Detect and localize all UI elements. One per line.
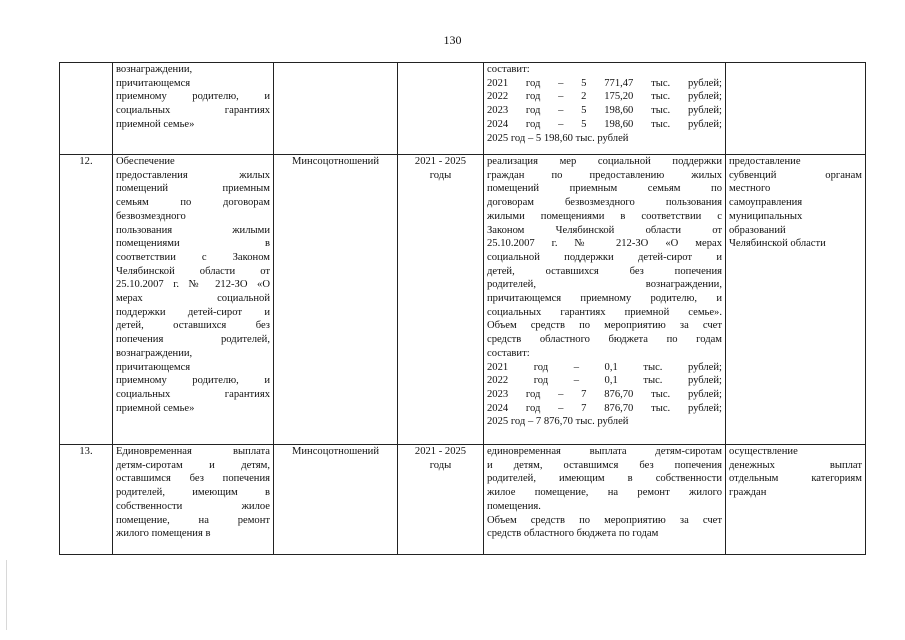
expected-result: [726, 155, 866, 445]
measure-content-line: и детям, оставшимся без попечения: [487, 459, 722, 471]
measure-title-line: поддержки детей-сирот и: [116, 306, 270, 318]
row-number: 13.: [60, 445, 113, 555]
period: [398, 155, 484, 445]
measure-title-line: собственности жилое: [116, 500, 270, 512]
measure-title-line: безвозмездного: [116, 210, 186, 222]
page-number: 130: [443, 33, 462, 47]
measure-content-line: составит:: [487, 64, 530, 75]
measure-content-line: 2022 год – 0,1 тыс. рублей;: [487, 375, 722, 387]
expected-result: [726, 445, 866, 555]
period-line: 2021 - 2025: [414, 156, 467, 167]
scan-edge: [6, 560, 7, 630]
measure-content-line: 25.10.2007 г. № 212-ЗО «О мерах: [487, 238, 722, 250]
expected-result-line: местного: [729, 183, 771, 195]
measure-content-line: помещения.: [487, 500, 541, 512]
measure-title-line: вознаграждении,: [116, 347, 193, 359]
period-line: годы: [429, 169, 452, 181]
measure-content-line: 2025 год – 5 198,60 тыс. рублей: [487, 132, 629, 144]
measure-content-line: 2021 год – 5 771,47 тыс. рублей;: [487, 77, 722, 89]
expected-result-line: образований: [729, 224, 786, 236]
measure-title-line: помещение, на ремонт: [116, 514, 270, 526]
expected-result-line: предоставление: [729, 156, 801, 167]
period-line: годы: [429, 459, 452, 471]
expected-result-line: денежных выплат: [729, 459, 862, 471]
measures-table: [59, 62, 866, 555]
measure-title-line: вознаграждении,: [116, 64, 193, 75]
measure-title-line: оставшимся без попечения: [116, 473, 270, 485]
measure-title: [113, 445, 274, 555]
measure-title-line: помещений приемным: [116, 183, 270, 195]
expected-result-line: самоуправления: [729, 197, 803, 209]
period: [398, 445, 484, 555]
expected-result-line: граждан: [729, 487, 767, 499]
expected-result-line: субвенций органам: [729, 169, 862, 181]
measure-content-line: 2024 год – 7 876,70 тыс. рублей;: [487, 402, 722, 414]
measure-content-line: средств областного бюджета по годам: [487, 528, 659, 540]
measure-content-line: договорам безвозмездного пользования: [487, 197, 722, 209]
measure-title: [113, 155, 274, 445]
measure-title-line: детей, оставшихся без: [116, 320, 270, 332]
row-number: 12.: [60, 155, 113, 445]
measure-title-line: причитающемся: [116, 77, 191, 89]
expected-result-line: Челябинской области: [729, 238, 826, 250]
measure-title-line: 25.10.2007 г. № 212-ЗО «О: [116, 279, 270, 291]
measure-content-line: 2023 год – 7 876,70 тыс. рублей;: [487, 388, 722, 400]
measure-title-line: социальных гарантиях: [116, 105, 270, 117]
measure-content: [484, 63, 726, 155]
measure-title-line: помещениями в: [116, 238, 270, 250]
measure-title-line: семьям по договорам: [116, 197, 270, 209]
measure-content-line: жилыми помещениями в соответствии с: [487, 210, 722, 222]
measure-title-line: родителей, имеющим в: [116, 487, 270, 499]
measure-content: [484, 155, 726, 445]
measure-content-line: составит:: [487, 347, 530, 359]
measure-content-line: реализация мер социальной поддержки: [487, 156, 722, 167]
measure-content-line: помещений приемным семьям по: [487, 183, 722, 195]
measure-title: [113, 63, 274, 155]
measure-content-line: Объем средств по мероприятию за счет: [487, 320, 722, 332]
measure-title-line: приемному родителю, и: [116, 375, 270, 387]
executor: Минсоцотношений: [274, 445, 398, 555]
measure-content-line: 2025 год – 7 876,70 тыс. рублей: [487, 416, 629, 428]
measure-title-line: мерах социальной: [116, 293, 270, 305]
measure-title-line: приемной семье»: [116, 402, 195, 414]
measure-content-line: причитающемся приемному родителю, и: [487, 293, 722, 305]
table-row: [60, 155, 866, 445]
measure-title-line: приемному родителю, и: [116, 91, 270, 103]
measure-content-line: граждан по предоставлению жилых: [487, 169, 722, 181]
measure-title-line: соответствии с Законом: [116, 251, 270, 263]
measure-title-line: социальных гарантиях: [116, 388, 270, 400]
expected-result: [726, 63, 866, 155]
measure-content-line: детей, оставшихся без попечения: [487, 265, 722, 277]
measure-content-line: средств областного бюджета по годам: [487, 334, 722, 346]
measure-content-line: единовременная выплата детям-сиротам: [487, 446, 722, 457]
period: [398, 63, 484, 155]
measure-content-line: Объем средств по мероприятию за счет: [487, 514, 722, 526]
measure-title-line: предоставления жилых: [116, 169, 270, 181]
expected-result-line: осуществление: [729, 446, 798, 457]
measure-content-line: 2021 год – 0,1 тыс. рублей;: [487, 361, 722, 373]
measure-title-line: Обеспечение: [116, 156, 175, 167]
measure-title-line: пользования жилыми: [116, 224, 270, 236]
executor: [274, 63, 398, 155]
measure-content-line: родителей, вознаграждении,: [487, 279, 722, 291]
measure-content-line: 2024 год – 5 198,60 тыс. рублей;: [487, 118, 722, 130]
measure-title-line: детям-сиротам и детям,: [116, 459, 270, 471]
measure-title-line: жилого помещения в: [116, 528, 211, 540]
measure-title-line: приемной семье»: [116, 118, 195, 130]
measure-title-line: Единовременная выплата: [116, 446, 270, 457]
measure-content-line: жилое помещение, на ремонт жилого: [487, 487, 722, 499]
measure-content-line: Законом Челябинской области от: [487, 224, 722, 236]
measure-title-line: Челябинской области от: [116, 265, 270, 277]
expected-result-line: отдельным категориям: [729, 473, 862, 485]
measure-title-line: причитающемся: [116, 361, 191, 373]
table-row: [60, 445, 866, 555]
measure-title-line: попечения родителей,: [116, 334, 270, 346]
measure-content-line: социальной поддержки детей-сирот и: [487, 251, 722, 263]
measure-content-line: родителей, имеющим в собственности: [487, 473, 722, 485]
measure-content-line: социальных гарантиях приемной семье».: [487, 306, 722, 318]
expected-result-line: муниципальных: [729, 210, 803, 222]
row-number: [60, 63, 113, 155]
table-row: [60, 63, 866, 155]
measure-content-line: 2023 год – 5 198,60 тыс. рублей;: [487, 105, 722, 117]
measure-content: [484, 445, 726, 555]
period-line: 2021 - 2025: [414, 446, 467, 457]
executor: Минсоцотношений: [274, 155, 398, 445]
measure-content-line: 2022 год – 2 175,20 тыс. рублей;: [487, 91, 722, 103]
